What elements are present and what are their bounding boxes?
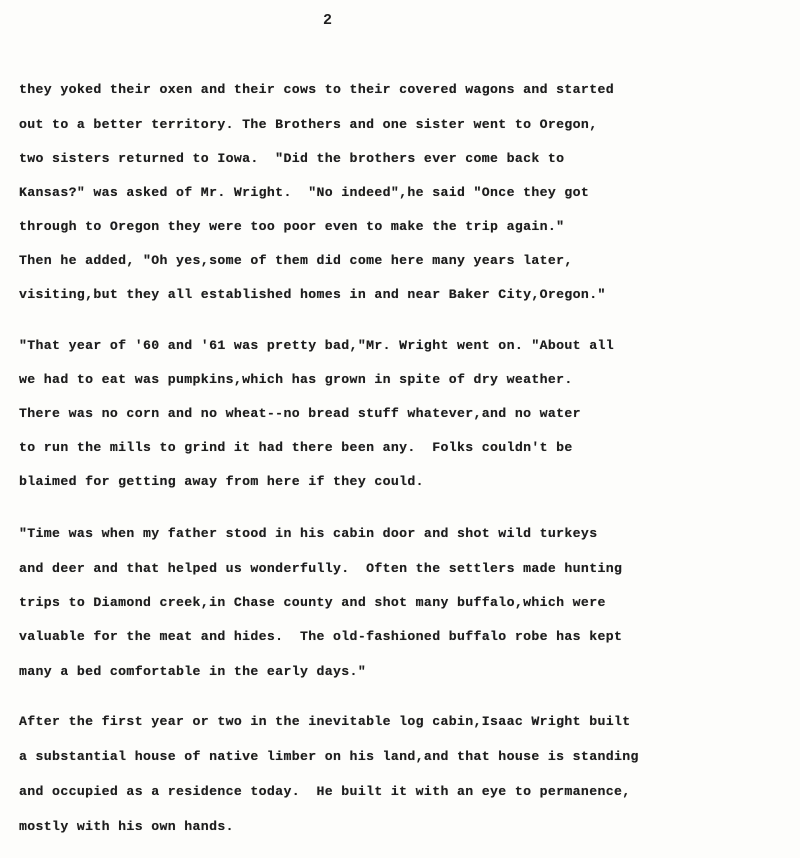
paragraph-3-line-2: and deer and that helped us wonderfully. Often the settlers made hunting <box>19 561 623 576</box>
paragraph-1-line-2: out to a better territory. The Brothers and one sister went to Oregon, <box>19 117 598 132</box>
paragraph-3-line-1: "Time was when my father stood in his cabin door and shot wild turkeys <box>19 526 598 541</box>
paragraph-1-line-7: visiting,but they all established homes in and near Baker City,Oregon." <box>19 287 606 302</box>
paragraph-4-line-1: After the first year or two in the inevitable log cabin,Isaac Wright built <box>19 714 631 729</box>
paragraph-3-line-3: trips to Diamond creek,in Chase county and shot many buffalo,which were <box>19 595 606 610</box>
page-number: 2 <box>323 12 333 29</box>
paragraph-2-line-4: to run the mills to grind it had there been any. Folks couldn't be <box>19 440 573 455</box>
paragraph-1-line-6: Then he added, "Oh yes,some of them did come here many years later, <box>19 253 573 268</box>
paragraph-2-line-1: "That year of '60 and '61 was pretty bad,"Mr. Wright went on. "About all <box>19 338 614 353</box>
paragraph-1-line-1: they yoked their oxen and their cows to their covered wagons and started <box>19 82 614 97</box>
paragraph-2-line-5: blaimed for getting away from here if they could. <box>19 474 424 489</box>
paragraph-1-line-4: Kansas?" was asked of Mr. Wright. "No indeed",he said "Once they got <box>19 185 590 200</box>
paragraph-4-line-2: a substantial house of native limber on his land,and that house is standing <box>19 749 639 764</box>
paragraph-3-line-4: valuable for the meat and hides. The old-fashioned buffalo robe has kept <box>19 629 623 644</box>
paragraph-2-line-2: we had to eat was pumpkins,which has grown in spite of dry weather. <box>19 372 573 387</box>
paragraph-2-line-3: There was no corn and no wheat--no bread stuff whatever,and no water <box>19 406 581 421</box>
paragraph-1-line-5: through to Oregon they were too poor even to make the trip again." <box>19 219 565 234</box>
paragraph-3-line-5: many a bed comfortable in the early days." <box>19 664 367 679</box>
paragraph-1-line-3: two sisters returned to Iowa. "Did the brothers ever come back to <box>19 151 565 166</box>
paragraph-4-line-4: mostly with his own hands. <box>19 819 234 834</box>
paragraph-4-line-3: and occupied as a residence today. He built it with an eye to permanence, <box>19 784 631 799</box>
